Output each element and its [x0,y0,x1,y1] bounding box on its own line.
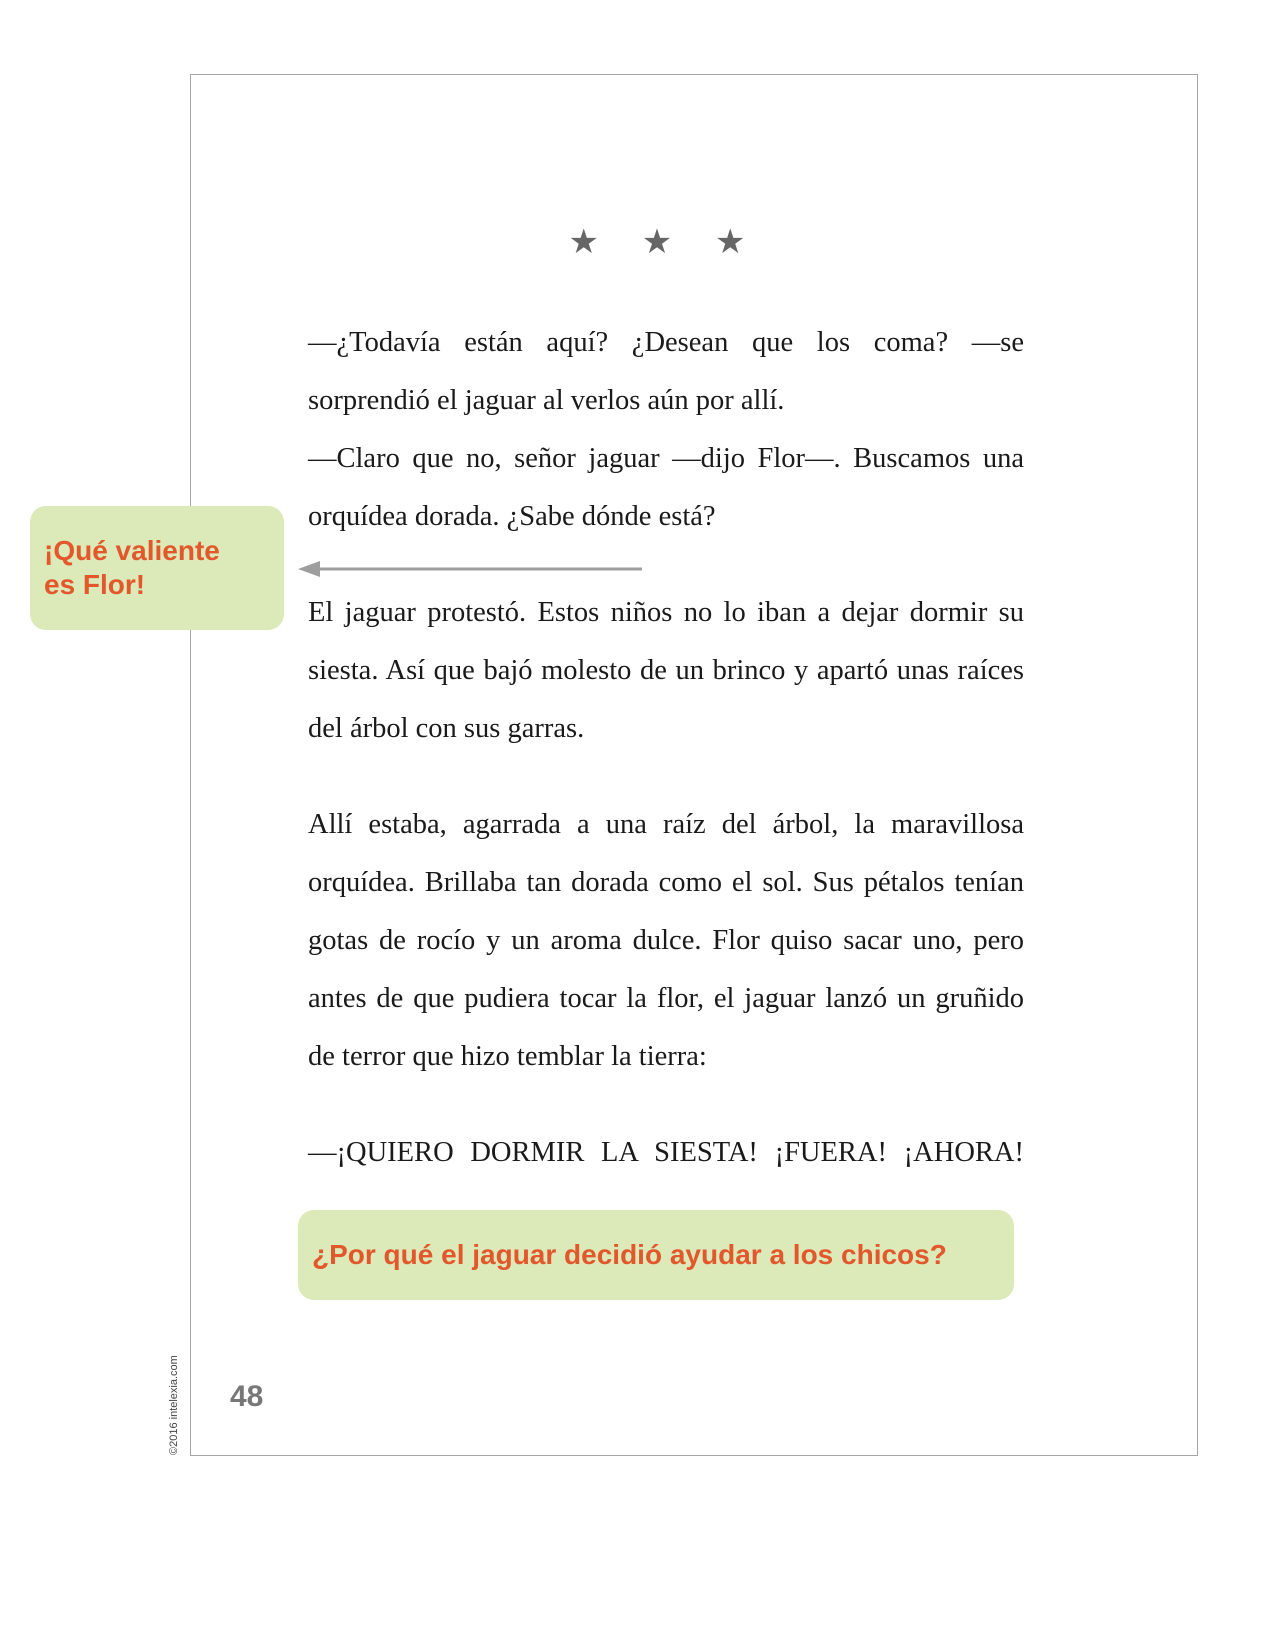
section-divider-stars: ★ ★ ★ [568,222,762,262]
question-note: ¿Por qué el jaguar decidió ayudar a los chicos? [298,1210,1014,1300]
story-line: —Claro que no, señor jaguar —dijo Flor—. Buscamos una orquídea dorada. ¿Sabe dónde está? [308,443,1024,532]
copyright-notice: ©2016 intelexia.com [168,1355,180,1455]
story-paragraph-dialogue [308,314,1024,546]
arrow-left-icon [298,558,642,580]
side-comment-note: ¡Qué valiente es Flor! [30,506,284,630]
page-number: 48 [230,1380,264,1413]
story-paragraph [308,796,1024,1086]
story-text: —¡QUIERO DORMIR LA SIESTA! ¡FUERA! ¡AHORA! [308,1137,1024,1168]
story-paragraph [308,584,1024,758]
story-line: —¿Todavía están aquí? ¿Desean que los coma? —se sorprendió el jaguar al verlos aún por allí. [308,327,1024,416]
story-paragraph-shout [308,1124,1024,1182]
story-text: El jaguar protestó. Estos niños no lo iban a dejar dormir su siesta. Así que bajó molesto de un brinco y apartó unas raíces del árbol con sus garras. [308,597,1024,744]
story-text: Allí estaba, agarrada a una raíz del árbol, la maravillosa orquídea. Brillaba tan dorada como el sol. Sus pétalos tenían gotas de rocío y un aroma dulce. Flor quiso sacar uno, pero antes de que pudiera tocar la flor, el jaguar lanzó un gruñido de terror que hizo temblar la tierra: [308,809,1024,1072]
